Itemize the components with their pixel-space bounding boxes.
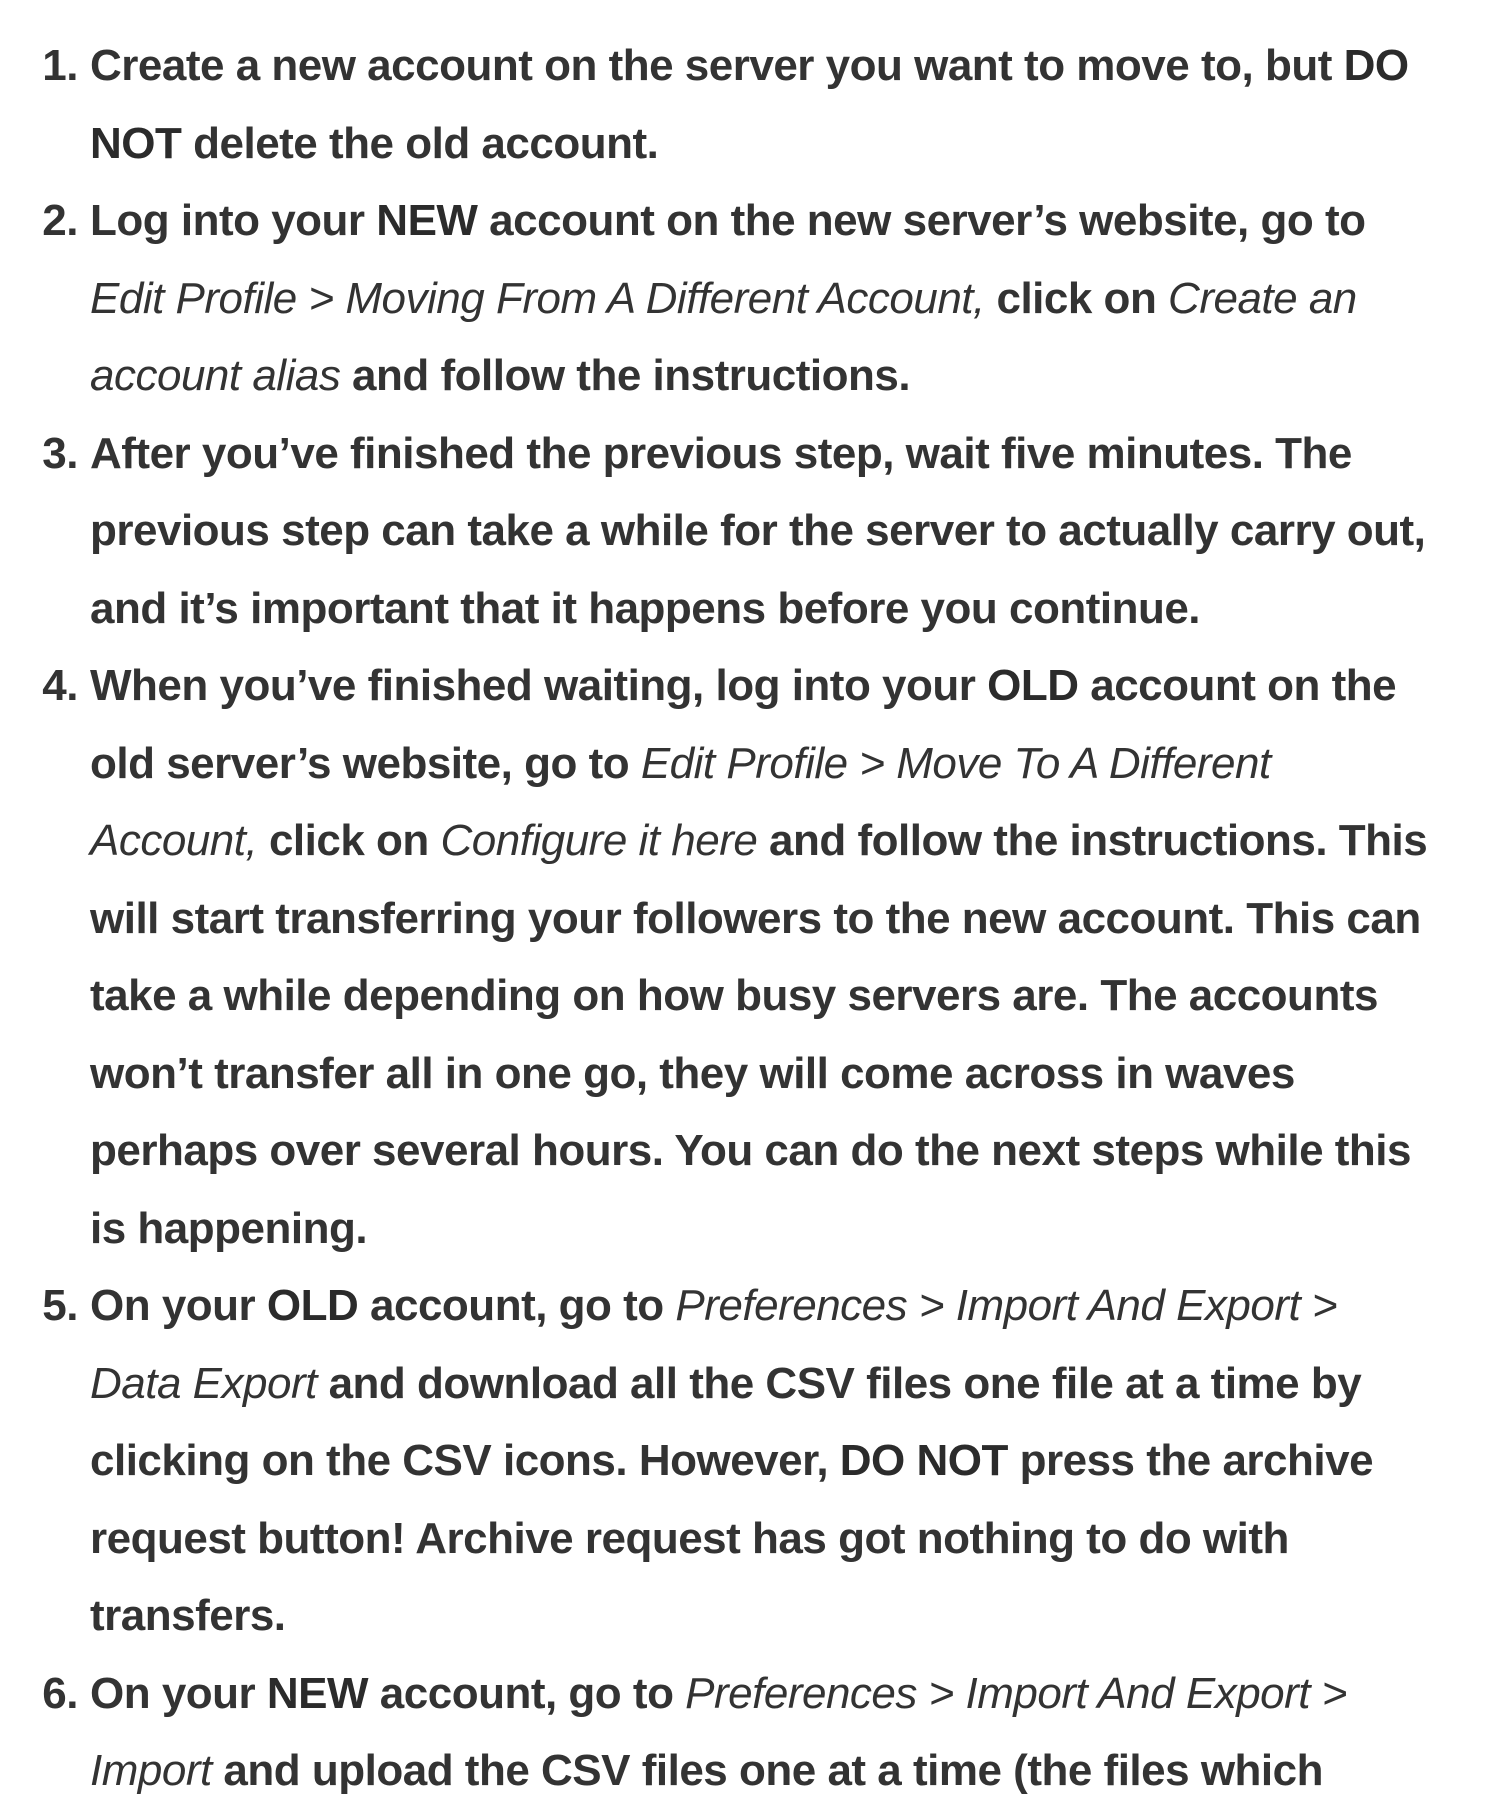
step-text: click on (984, 273, 1169, 323)
step-text: click on (257, 816, 441, 865)
list-item (0, 27, 1430, 182)
emphasis-text: OLD (987, 661, 1079, 710)
emphasis-text: OLD (266, 1281, 359, 1330)
menu-path-text: Preferences > Import And Export > Import (90, 1668, 1347, 1795)
step-text: Create a new account on the server you want to move to, but (90, 41, 1344, 90)
step-text: and download all the CSV files one file at a time by clicking on the CSV icons. However, (90, 1358, 1362, 1485)
menu-path-text: Edit Profile > Move To A Different Account, (90, 738, 1271, 865)
menu-path-text: Configure it here (440, 816, 758, 865)
step-text: After you’ve finished the previous step, wait five minutes. The previous step can take a while for the server to actually carry out, and it’s important that it happens before you continue. (90, 428, 1426, 633)
step-number: 6. (42, 1668, 78, 1718)
step-number: 5. (42, 1281, 78, 1330)
step-text: When you’ve finished waiting, log into your (90, 661, 988, 710)
step-number: 4. (42, 661, 78, 710)
step-text: Log into your (90, 196, 377, 245)
step-text: and follow the instructions. (340, 351, 911, 400)
menu-path-text: Edit Profile > Moving From A Different Account, (90, 273, 985, 323)
emphasis-text: DO NOT (839, 1436, 1008, 1485)
step-text: account, go to (358, 1281, 676, 1330)
step-text: and upload the CSV files one at a time (the files which (211, 1746, 1323, 1795)
step-text: delete the old account. (181, 118, 659, 168)
step-number: 2. (42, 196, 78, 245)
emphasis-text: DO NOT (90, 41, 1409, 168)
step-number: 3. (42, 428, 78, 478)
step-number: 1. (42, 41, 78, 90)
step-text: and follow the instructions. This will start transferring your followers to the new account. This can take a while depending on how busy servers are. The accounts won’t transfer all in one go, they will come across in waves perhaps over several hours. You can do the next steps while this is happening. (90, 816, 1428, 1253)
migration-steps-list (0, 27, 1505, 1810)
menu-path-text: Create an account alias (90, 273, 1357, 400)
step-text: account, go to (368, 1668, 686, 1718)
step-text: On your (90, 1668, 267, 1718)
list-item (0, 1267, 1430, 1655)
list-item (0, 1655, 1430, 1810)
emphasis-text: NEW (266, 1668, 369, 1718)
step-text: On your (90, 1281, 267, 1330)
menu-path-text: Preferences > Import And Export > Data Export (90, 1281, 1338, 1408)
step-text: press the archive request button! Archive request has got nothing to do with transfers. (90, 1436, 1374, 1640)
list-item (0, 415, 1430, 648)
list-item (0, 182, 1430, 415)
step-text: account on the new server’s website, go to (477, 196, 1366, 245)
step-text: account on the old server’s website, go to (90, 661, 1397, 788)
list-item (0, 647, 1430, 1267)
emphasis-text: NEW (376, 196, 478, 245)
